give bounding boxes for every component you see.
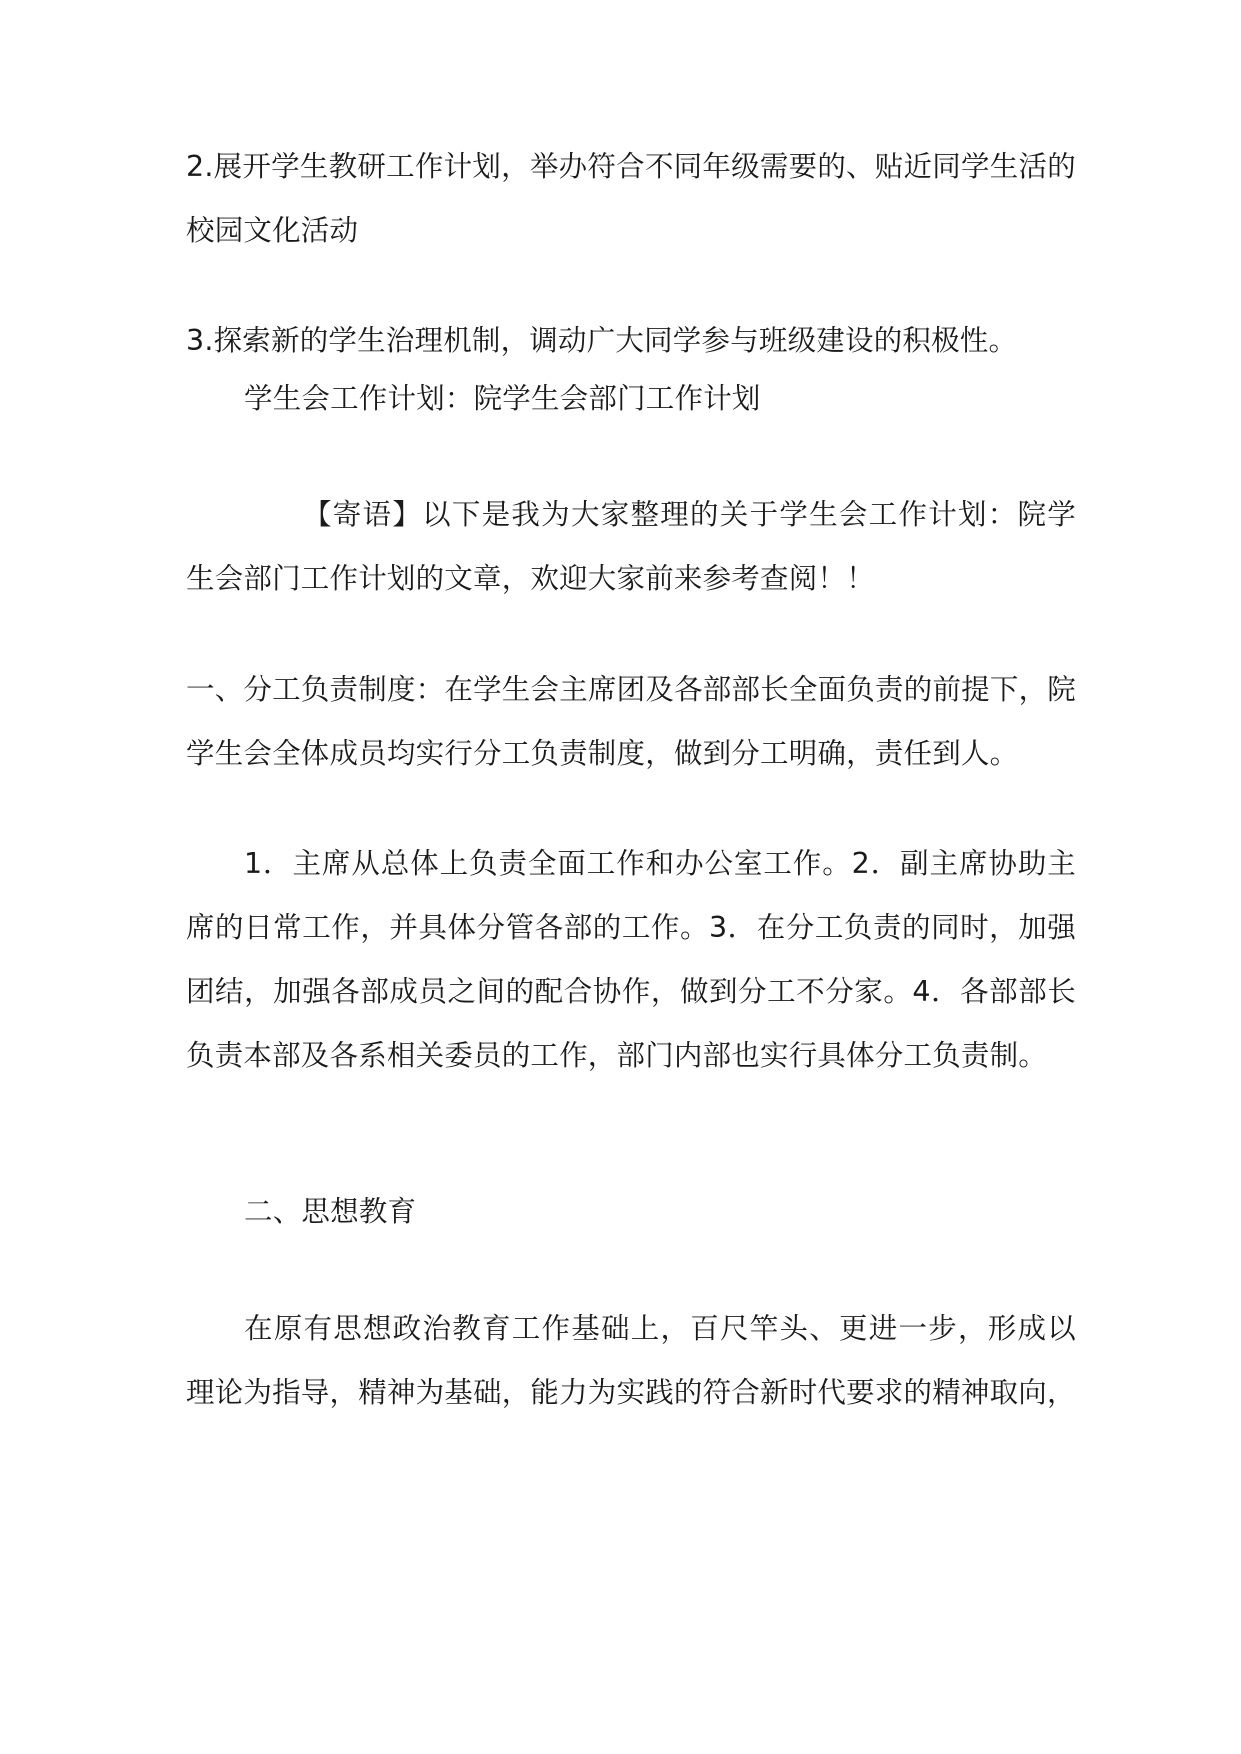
heading-ideological-education: 二、思想教育 xyxy=(244,1195,417,1228)
paragraph-activities: 2.展开学生教研工作计划，举办符合不同年级需要的、贴近同学生活的校园文化活动 xyxy=(186,150,1076,247)
paragraph-foreword: 【寄语】以下是我为大家整理的关于学生会工作计划：院学生会部门工作计划的文章，欢迎大家前来参考查阅！！ xyxy=(186,498,1076,595)
paragraph-ideological-education: 在原有思想政治教育工作基础上，百尺竿头、更进一步，形成以理论为指导，精神为基础，能力为实践的符合新时代要求的精神取向， xyxy=(186,1312,1076,1409)
paragraph-division-of-labor: 一、分工负责制度：在学生会主席团及各部部长全面负责的前提下，院学生会全体成员均实行分工负责制度，做到分工明确，责任到人。 xyxy=(186,673,1076,770)
section-title: 学生会工作计划：院学生会部门工作计划 xyxy=(244,382,761,415)
paragraph-governance: 3.探索新的学生治理机制，调动广大同学参与班级建设的积极性。 xyxy=(186,324,1018,357)
paragraph-responsibilities: 1．主席从总体上负责全面工作和办公室工作。2．副主席协助主席的日常工作，并具体分管各部的工作。3．在分工负责的同时，加强团结，加强各部成员之间的配合协作，做到分工不分家。4．各部部长负责本部及各系相关委员的工作，部门内部也实行具体分工负责制。 xyxy=(186,847,1076,1072)
